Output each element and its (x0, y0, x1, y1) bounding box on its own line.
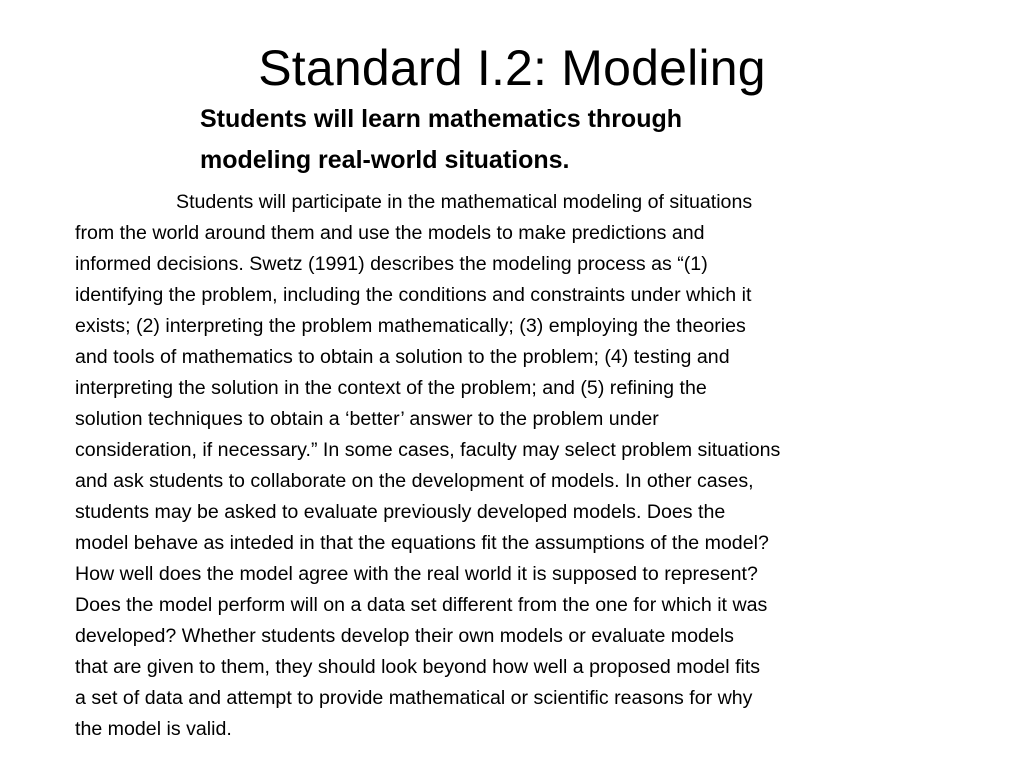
subtitle-line: modeling real-world situations. (200, 146, 570, 174)
body-line: identifying the problem, including the conditions and constraints under which it (75, 284, 752, 306)
body-line: exists; (2) interpreting the problem mathematically; (3) employing the theories (75, 315, 746, 337)
body-line: consideration, if necessary.” In some cases, faculty may select problem situations (75, 439, 781, 461)
body-line: interpreting the solution in the context of the problem; and (5) refining the (75, 377, 707, 399)
body-line: Students will participate in the mathematical modeling of situations (176, 191, 753, 213)
body-line: informed decisions. Swetz (1991) describes the modeling process as “(1) (75, 253, 708, 275)
body-line: that are given to them, they should look beyond how well a proposed model fits (75, 656, 761, 678)
body-line: and tools of mathematics to obtain a solution to the problem; (4) testing and (75, 346, 730, 368)
slide-subtitle (200, 99, 800, 181)
body-line: the model is valid. (75, 718, 232, 740)
body-line: How well does the model agree with the real world it is supposed to represent? (75, 563, 758, 585)
body-line: a set of data and attempt to provide mathematical or scientific reasons for why (75, 687, 753, 709)
subtitle-line: Students will learn mathematics through (200, 105, 683, 133)
slide-title: Standard I.2: Modeling (258, 40, 766, 96)
body-line: model behave as inteded in that the equations fit the assumptions of the model? (75, 532, 769, 554)
body-line: students may be asked to evaluate previously developed models. Does the (75, 501, 726, 523)
body-line: developed? Whether students develop their own models or evaluate models (75, 625, 734, 647)
body-line: and ask students to collaborate on the development of models. In other cases, (75, 470, 754, 492)
body-line: solution techniques to obtain a ‘better’ answer to the problem under (75, 408, 659, 430)
body-line: Does the model perform will on a data set different from the one for which it was (75, 594, 768, 616)
body-paragraph (75, 187, 935, 745)
body-line: from the world around them and use the models to make predictions and (75, 222, 705, 244)
